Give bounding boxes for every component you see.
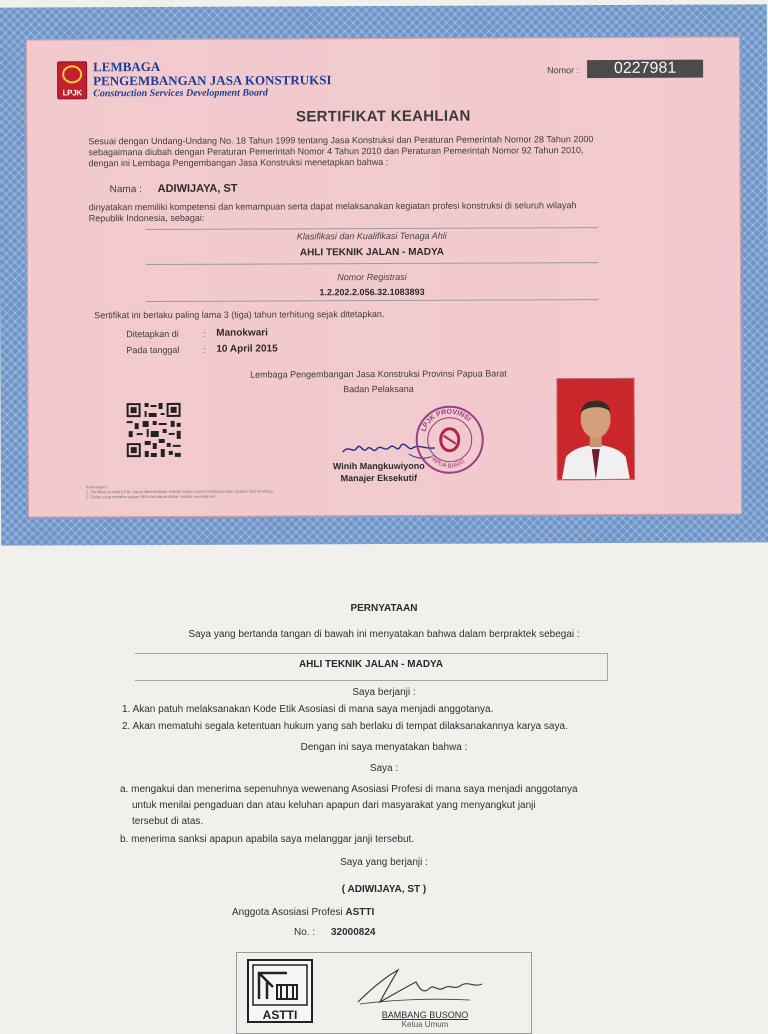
item-a-line-3: tersebut di atas. bbox=[132, 816, 204, 827]
stamp-text-bottom: PAPUA BARAT bbox=[428, 454, 468, 470]
lpjk-stamp-icon bbox=[414, 404, 486, 476]
member-org: ASTTI bbox=[345, 907, 375, 918]
competence-line-2: Republik Indonesia, sebagai: bbox=[88, 212, 205, 224]
item-a-line-2: untuk menilai pengaduan dan atau keluhan apapun dari masyarakat yang menyangkut janji bbox=[132, 800, 536, 811]
signer-title: Manajer Eksekutif bbox=[340, 472, 418, 484]
statement-item-a bbox=[120, 782, 640, 830]
holder-name: ADIWIJAYA, ST bbox=[157, 182, 238, 195]
org-name-line1: LEMBAGA bbox=[93, 58, 161, 75]
date-colon: : bbox=[203, 344, 206, 355]
membership-line bbox=[232, 907, 374, 918]
intro-line-2: sebagaimana diubah dengan Peraturan Pemerintah Nomor 4 Tahun 2010 dan Peraturan Pemerintah Nomor 92 Tahun 2010, bbox=[88, 145, 584, 158]
provincial-org: Lembaga Pengembangan Jasa Konstruksi Provinsi Papua Barat bbox=[250, 368, 507, 380]
declaration-title: PERNYATAAN bbox=[350, 603, 418, 614]
name-label: Nama : bbox=[109, 184, 142, 196]
chairman-name: BAMBANG BUSONO bbox=[381, 1010, 469, 1020]
issue-date: 10 April 2015 bbox=[216, 343, 278, 355]
chairman-role: Ketua Umum bbox=[401, 1020, 449, 1029]
divider bbox=[146, 262, 598, 265]
intro-line-1: Sesuai dengan Undang-Undang No. 18 Tahun 1999 tentang Jasa Konstruksi dan Peraturan Pemerintah Nomor 28 Tahun 2000 bbox=[88, 134, 594, 147]
divider bbox=[146, 299, 598, 302]
registration-label: Nomor Registrasi bbox=[337, 271, 407, 283]
intro-paragraph bbox=[88, 134, 678, 170]
promise-item-1: 1. Akan patuh melaksanakan Kode Etik Asosiasi di mana saya menjadi anggotanya. bbox=[122, 704, 494, 715]
statement-item-b: b. menerima sanksi apapun apabila saya melanggar janji tersebut. bbox=[120, 834, 415, 845]
org-name-line2: PENGEMBANGAN JASA KONSTRUKSI bbox=[93, 72, 332, 89]
org-name-english: Construction Services Development Board bbox=[93, 87, 268, 100]
declaration-page bbox=[0, 555, 768, 1029]
classification-value: AHLI TEKNIK JALAN - MADYA bbox=[299, 246, 444, 259]
place-colon: : bbox=[203, 328, 206, 339]
certificate bbox=[26, 36, 742, 517]
saya-label: Saya : bbox=[369, 763, 399, 774]
declarant-name: ( ADIWIJAYA, ST ) bbox=[341, 884, 427, 895]
intro-line-3: dengan ini Lembaga Pengembangan Jasa Konstruksi menetapkan bahwa : bbox=[88, 156, 389, 169]
validity-statement: Sertifikat ini berlaku paling lama 3 (tiga) tahun terhitung sejak ditetapkan. bbox=[94, 308, 385, 321]
place-label: Ditetapkan di bbox=[126, 328, 179, 340]
stamp-text-top: LPJK PROVINSI bbox=[420, 408, 472, 433]
declaration-intro: Saya yang bertanda tangan di bawah ini menyatakan bahwa dalam berpraktek sebegai : bbox=[188, 629, 580, 640]
promise-label: Saya berjanji : bbox=[352, 687, 416, 698]
place-value: Manokwari bbox=[216, 327, 268, 339]
berjanji-label: Saya yang berjanji : bbox=[340, 857, 428, 868]
competence-line-1: dinyatakan memiliki kompetensi dan kemampuan serta dapat melaksanakan kegiatan profesi konstruksi di seluruh wilayah bbox=[88, 200, 577, 213]
note-2: 2. Daftar yang terdaftar dalam SKA dan dapat dilihat melalui www.lpjk.net bbox=[85, 493, 216, 500]
holder-photo bbox=[556, 378, 634, 480]
member-number: 32000824 bbox=[331, 927, 376, 938]
member-number-label: No. : bbox=[294, 927, 316, 938]
classification-label: Klasifikasi dan Kualifikasi Tenaga Ahli bbox=[296, 230, 447, 242]
footnotes bbox=[86, 483, 466, 500]
registration-number: 1.2.202.2.056.32.1083893 bbox=[319, 286, 425, 298]
qr-code-icon bbox=[125, 401, 183, 459]
note-1: 1. Sertifikat ini milik LPJK, harus dikembalikan setelah waktu masa berlakunya atau dicabut oleh lembaga bbox=[85, 488, 273, 495]
signer-name: Winih Mangkuwiyono bbox=[332, 460, 425, 472]
certificate-title: SERTIFIKAT KEAHLIAN bbox=[295, 107, 471, 126]
svg-text:PAPUA BARAT bbox=[428, 454, 467, 469]
competence-paragraph bbox=[89, 200, 679, 225]
promise-item-2: 2. Akan mematuhi segala ketentuan hukum yang sah berlaku di tempat dilaksanakannya karya saya. bbox=[122, 721, 568, 732]
declare-label: Dengan ini saya menyatakan bahwa : bbox=[300, 742, 468, 753]
executive-body: Badan Pelaksana bbox=[343, 383, 414, 395]
nomor-label: Nomor : bbox=[547, 65, 580, 76]
lpjk-logo-icon bbox=[57, 61, 87, 99]
date-label: Pada tanggal bbox=[126, 344, 180, 356]
member-label: Anggota Asosiasi Profesi bbox=[232, 907, 343, 918]
certificate-border bbox=[0, 4, 768, 545]
notes-title: Keterangan: bbox=[85, 484, 108, 490]
qualification-value: AHLI TEKNIK JALAN - MADYA bbox=[298, 659, 444, 670]
signature bbox=[350, 960, 490, 1010]
item-a-line-1: a. mengakui dan menerima sepenuhnya wewenang Asosiasi Profesi di mana saya menjadi anggotanya bbox=[120, 784, 578, 795]
logo-text: LPJK bbox=[62, 88, 82, 98]
certificate-number: 0227981 bbox=[587, 60, 703, 79]
astti-logo-icon bbox=[247, 959, 313, 1023]
astti-logo-text: ASTTI bbox=[262, 1008, 298, 1022]
